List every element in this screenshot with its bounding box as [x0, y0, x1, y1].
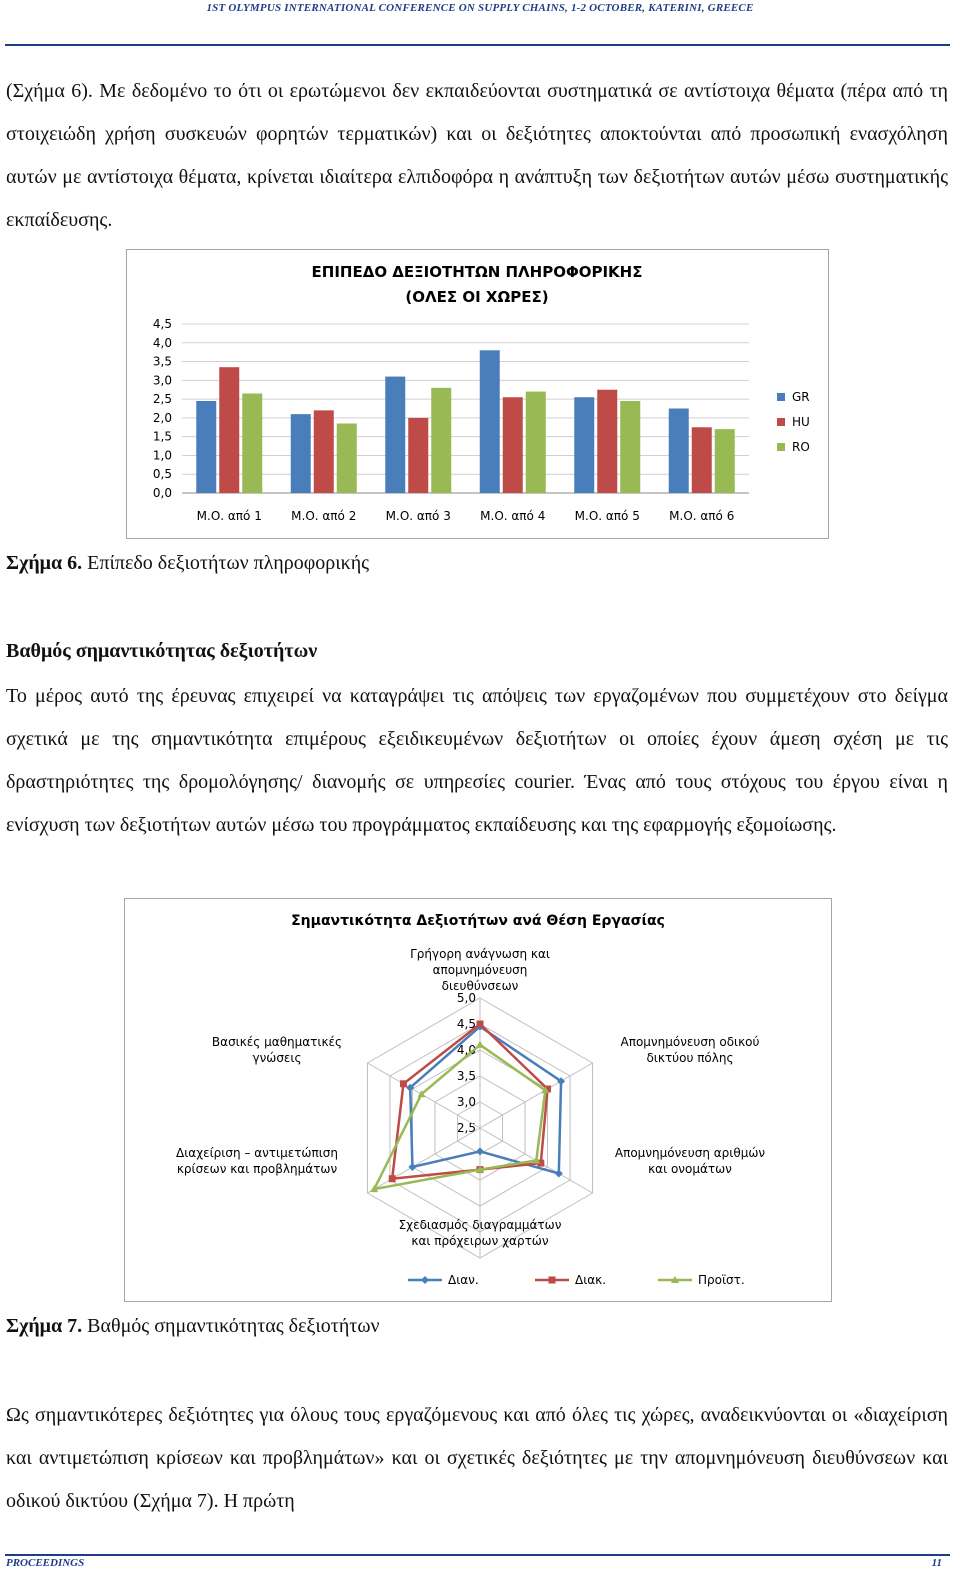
radar-point-1 — [408, 1163, 416, 1171]
bar-y-tick-label: 4,0 — [152, 335, 172, 350]
bar-hu-4 — [503, 397, 523, 493]
bar-gr-1 — [196, 401, 216, 493]
radar-axis-label: διευθύνσεων — [441, 979, 519, 993]
bar-category-label: Μ.Ο. από 4 — [480, 509, 546, 523]
radar-point-3 — [476, 1041, 484, 1048]
radar-axis-label: Βασικές μαθηματικές — [211, 1035, 343, 1049]
radar-point-2 — [477, 1021, 484, 1028]
bar-legend-swatch-ro — [777, 443, 785, 451]
header-rule — [5, 44, 950, 46]
bar-ro-1 — [242, 393, 262, 493]
figure-7-caption — [6, 1315, 380, 1338]
radar-point-1 — [476, 1147, 484, 1155]
radar-legend-marker-2 — [549, 1277, 556, 1284]
bar-ro-4 — [526, 392, 546, 493]
bar-gr-6 — [669, 409, 689, 494]
figure-7-text: Βαθμός σημαντικότητας δεξιοτήτων — [82, 1315, 380, 1337]
page-number: 11 — [931, 1557, 942, 1569]
bar-y-tick-label: 0,5 — [152, 467, 172, 482]
radar-legend-label-3: Προϊστ. — [698, 1273, 745, 1287]
bar-category-label: Μ.Ο. από 5 — [574, 509, 640, 523]
radar-tick-label: 3,5 — [456, 1069, 476, 1083]
bar-legend-swatch-gr — [777, 393, 785, 401]
paragraph-conclusion: Ως σημαντικότερες δεξιότητες για όλους τους εργαζόμενους και από όλες τις χώρες, αναδεικνύονται οι «διαχείριση και αντιμετώπιση κρίσεων και προβλημάτων» και οι σχετικές δεξιότητες με την απομνημόνευση διευθύνσεων και οδικού δικτύου (Σχήμα 7). Η πρώτη — [6, 1404, 948, 1512]
bar-y-tick-label: 2,5 — [152, 392, 172, 407]
radar-chart-title: Σημαντικότητα Δεξιοτήτων ανά Θέση Εργασίας — [291, 913, 665, 929]
radar-axis-label: Διαχείριση – αντιμετώπιση — [176, 1146, 338, 1160]
radar-chart-svg — [125, 899, 831, 1301]
bar-y-tick-label: 3,0 — [152, 373, 172, 388]
bar-gr-4 — [480, 350, 500, 493]
section-heading: Βαθμός σημαντικότητας δεξιοτήτων — [6, 640, 318, 662]
bar-y-tick-label: 1,5 — [152, 429, 172, 444]
bar-gr-3 — [385, 377, 405, 493]
radar-legend-marker-1 — [421, 1276, 429, 1284]
bar-chart-title: ΕΠΙΠΕΔΟ ΔΕΞΙΟΤΗΤΩΝ ΠΛΗΡΟΦΟΡΙΚΗΣ — [311, 263, 643, 281]
radar-axis-label: και ονομάτων — [648, 1162, 732, 1176]
page-header — [0, 0, 960, 14]
radar-axis-label: Σχεδιασμός διαγραμμάτων — [398, 1218, 562, 1232]
bar-y-tick-label: 4,5 — [152, 317, 172, 331]
bar-hu-5 — [597, 390, 617, 493]
bar-gr-2 — [291, 414, 311, 493]
bar-category-label: Μ.Ο. από 3 — [385, 509, 451, 523]
bar-legend-swatch-hu — [777, 418, 785, 426]
footer-rule — [5, 1554, 950, 1556]
bar-chart-svg — [127, 250, 828, 538]
radar-axis-label: δικτύου πόλης — [646, 1051, 734, 1065]
paragraph-intro: (Σχήμα 6). Με δεδομένο το ότι οι ερωτώμενοι δεν εκπαιδεύονται συστηματικά σε αντίστοιχα θέματα (πέρα από τη στοιχειώδη χρήση συσκευών φορητών τερματικών) και οι δεξιότητες αποκτούνται από προσωπική ενασχόληση αυτών με αντίστοιχα θέματα, κρίνεται ιδιαίτερα ελπιδοφόρα η ανάπτυξη των δεξιοτήτων αυτών μέσω συστηματικής εκπαίδευσης. — [6, 80, 948, 231]
radar-spoke — [480, 1063, 593, 1128]
bar-y-tick-label: 1,0 — [152, 448, 172, 463]
radar-axis-label: απομνημόνευση — [432, 963, 528, 977]
bar-hu-1 — [219, 367, 239, 493]
bar-gr-5 — [574, 397, 594, 493]
bar-category-label: Μ.Ο. από 6 — [669, 509, 735, 523]
bar-hu-3 — [408, 418, 428, 493]
conference-title: 1ST OLYMPUS INTERNATIONAL CONFERENCE ON SUPPLY CHAINS, 1-2 OCTOBER, KATERINI, GREECE — [206, 2, 754, 14]
radar-legend — [408, 1273, 745, 1287]
radar-axis-label: Γρήγορη ανάγνωση και — [410, 947, 550, 961]
radar-point-2 — [389, 1175, 396, 1182]
paragraph-skills: Το μέρος αυτό της έρευνας επιχειρεί να καταγράψει τις απόψεις των εργαζομένων που συμμετέχουν στο δείγμα σχετικά με της σημαντικότητα επιμέρους εξειδικευμένων δεξιοτήτων οι οποίες έχουν άμεση σχέση με τις δραστηριότητες της δρομολόγησης/ διανομής σε υπηρεσίες courier. Ένας από τους στόχους του έργου είναι η ενίσχυση των δεξιοτήτων αυτών μέσω του προγράμματος εκπαίδευσης και της εφαρμογής εξομοίωσης. — [6, 685, 948, 836]
bar-legend — [777, 390, 810, 454]
bar-chart — [126, 249, 829, 539]
bar-legend-gr: GR — [792, 390, 810, 404]
radar-axis-label: Απομνημόνευση αριθμών — [614, 1146, 766, 1160]
radar-axis-label: κρίσεων και προβλημάτων — [176, 1162, 338, 1176]
radar-axis-label: Απομνημόνευση οδικού — [620, 1035, 760, 1049]
bar-y-tick-label: 0,0 — [152, 486, 172, 500]
bar-hu-6 — [692, 427, 712, 493]
radar-axis-label: γνώσεις — [252, 1051, 302, 1065]
radar-tick-label: 4,5 — [456, 1017, 476, 1031]
figure-6-label: Σχήμα 6. — [6, 552, 83, 574]
bar-y-tick-label: 2,0 — [152, 410, 172, 425]
radar-tick-label: 2,5 — [456, 1121, 476, 1135]
bar-ro-5 — [620, 401, 640, 493]
bar-category-label: Μ.Ο. από 1 — [196, 509, 262, 523]
radar-chart — [124, 898, 832, 1302]
radar-legend-label-2: Διακ. — [575, 1273, 607, 1287]
radar-tick-label: 3,0 — [456, 1095, 476, 1109]
figure-6-caption — [6, 552, 369, 575]
bar-legend-ro: RO — [792, 440, 810, 454]
bar-ro-3 — [431, 388, 451, 493]
radar-tick-label: 5,0 — [456, 991, 476, 1005]
radar-point-1 — [555, 1170, 563, 1178]
radar-axis-label: και πρόχειρων χαρτών — [411, 1234, 549, 1248]
radar-tick-label: 4,0 — [456, 1043, 476, 1057]
radar-point-2 — [400, 1080, 407, 1087]
bar-ro-2 — [337, 424, 357, 493]
bar-chart-subtitle: (ΟΛΕΣ ΟΙ ΧΩΡΕΣ) — [405, 288, 549, 306]
radar-spoke — [367, 1128, 480, 1193]
bar-legend-hu: HU — [792, 415, 810, 429]
bar-category-label: Μ.Ο. από 2 — [291, 509, 357, 523]
radar-legend-label-1: Διαν. — [448, 1273, 479, 1287]
figure-6-text: Επίπεδο δεξιοτήτων πληροφορικής — [82, 552, 370, 574]
bar-hu-2 — [314, 410, 334, 493]
figure-7-label: Σχήμα 7. — [6, 1315, 83, 1337]
bar-ro-6 — [715, 429, 735, 493]
footer-proceedings: PROCEEDINGS — [6, 1557, 85, 1569]
bar-y-tick-label: 3,5 — [152, 354, 172, 369]
